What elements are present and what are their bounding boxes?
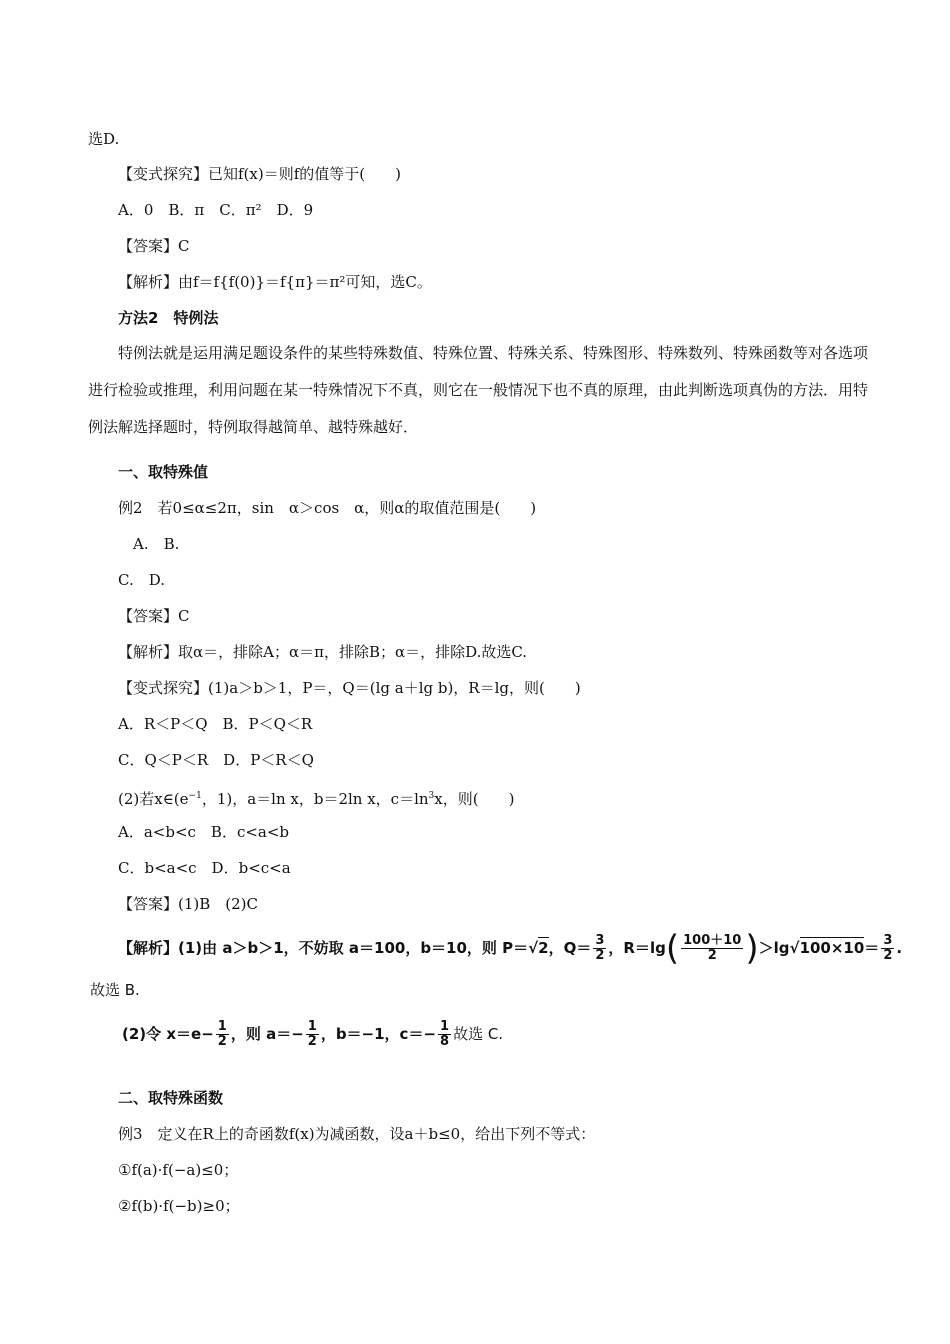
analysis-text: 【解析】取α＝，排除A；α＝π，排除B；α＝，排除D.故选C.: [118, 643, 528, 661]
example-question: 例3 定义在R上的奇函数f(x)为减函数，设a＋b≤0，给出下列不等式：: [118, 1125, 596, 1143]
answer-options: A．0 B．π C．π² D．9: [118, 201, 314, 219]
method-description: 特例法就是运用满足题设条件的某些特殊数值、特殊位置、特殊关系、特殊图形、特殊数列、特殊函数等对各选项进行检验或推理，利用问题在某一特殊情况下不真，则它在一般情况下也不真的原理，由此判断选项真伪的方法．用特例法解选择题时，特例取得越简单、越特殊越好．: [88, 344, 869, 436]
answer-label: 【答案】C: [118, 237, 190, 255]
text-line: 选D.: [88, 130, 120, 148]
text-line: 【变式探究】已知f(x)＝则f的值等于( ): [118, 165, 401, 183]
analysis-text: 【解析】由f＝f{f(0)}＝f{π}＝π²可知，选C。: [118, 273, 432, 291]
inequality-item: ②f(b)·f(−b)≥0；: [118, 1197, 240, 1215]
solution-tail: 故选 B.: [90, 981, 140, 999]
variant-question: 【变式探究】(1)a＞b＞1，P＝，Q＝(lg a＋lg b)，R＝lg，则( ): [118, 679, 581, 697]
answer-options: C．b<a<c D．b<c<a: [118, 859, 291, 877]
solution-formula-line: (2)令 x＝e− $\frac{1}{2}$ ，则 a＝− $\frac{1}{2}$ ，b＝−1，c＝− $\frac{1}{8}$ 故选 C.: [122, 1019, 504, 1049]
answer-options: C．Q＜P＜R D．P＜R＜Q: [118, 751, 314, 769]
answer-options: A. B.: [133, 535, 180, 553]
example-question: 例2 若0≤α≤2π，sin α＞cos α，则α的取值范围是( ): [118, 499, 537, 517]
answer-options: C. D.: [118, 571, 165, 589]
inequality-item: ①f(a)·f(−a)≤0；: [118, 1161, 239, 1179]
answer-options: A．R＜P＜Q B．P＜Q＜R: [118, 715, 313, 733]
answer-label: 【答案】(1)B (2)C: [118, 895, 258, 913]
section-heading: 二、取特殊函数: [118, 1089, 224, 1107]
variant-question: (2)若$x\in(e^{-1}$，1)，a＝ln x，b＝2ln x，$c=\ln^3x$，则( ): [118, 790, 515, 808]
answer-label: 【答案】C: [118, 607, 190, 625]
method-heading: 方法2 特例法: [118, 309, 219, 327]
solution-formula-line: 【解析】(1)由 a＞b＞1，不妨取 a＝100，b＝10，则 P＝√2，Q＝ $\frac{3}{2}$ ，R＝lg( $\frac{100+10}{2}$ )＞lg√100×10＝ $\frac{3}{2}$ .: [118, 928, 903, 969]
answer-options: A．a<b<c B．c<a<b: [118, 823, 290, 841]
section-heading: 一、取特殊值: [118, 463, 209, 481]
